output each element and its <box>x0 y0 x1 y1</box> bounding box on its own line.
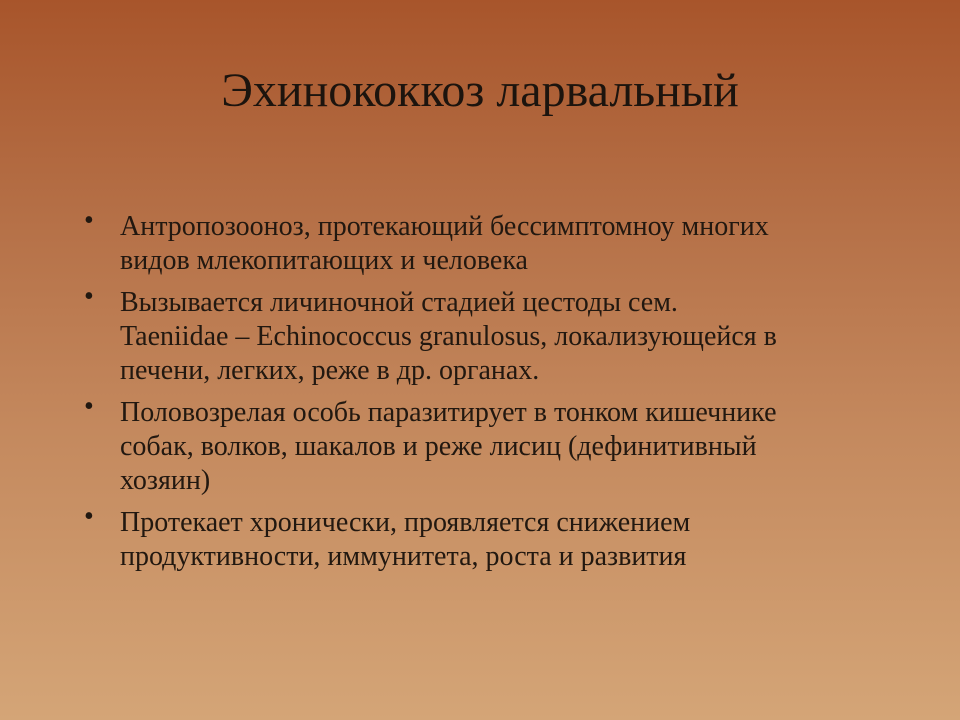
bullet-icon: • <box>84 281 94 312</box>
bullet-text-line: Вызывается личиночной стадией цестоды сем. <box>120 287 678 318</box>
bullet-text-line: Половозрелая особь паразитирует в тонком кишечнике <box>120 397 777 428</box>
bullet-icon: • <box>84 205 94 236</box>
bullet-text-line: видов млекопитающих и человека <box>120 245 528 276</box>
bullet-item <box>82 281 902 388</box>
bullet-text-line: печени, легких, реже в др. органах. <box>120 355 540 386</box>
bullet-item <box>82 205 902 278</box>
bullet-icon: • <box>84 501 94 532</box>
slide-title: Эхинококкоз ларвальный <box>221 64 739 117</box>
bullet-text-line: хозяин) <box>120 465 211 496</box>
bullet-text-line: Taeniidae – Echinococcus granulosus, локализующейся в <box>120 321 777 352</box>
bullet-icon: • <box>84 391 94 422</box>
bullet-text-line: продуктивности, иммунитета, роста и развития <box>120 541 687 572</box>
bullet-list <box>82 205 902 582</box>
bullet-text-line: Протекает хронически, проявляется снижением <box>120 507 691 538</box>
bullet-text-line: собак, волков, шакалов и реже лисиц (дефинитивный <box>120 431 757 462</box>
bullet-text-line: Антропозооноз, протекающий бессимптомноу многих <box>120 211 769 242</box>
bullet-item <box>82 501 902 574</box>
bullet-item <box>82 391 902 498</box>
